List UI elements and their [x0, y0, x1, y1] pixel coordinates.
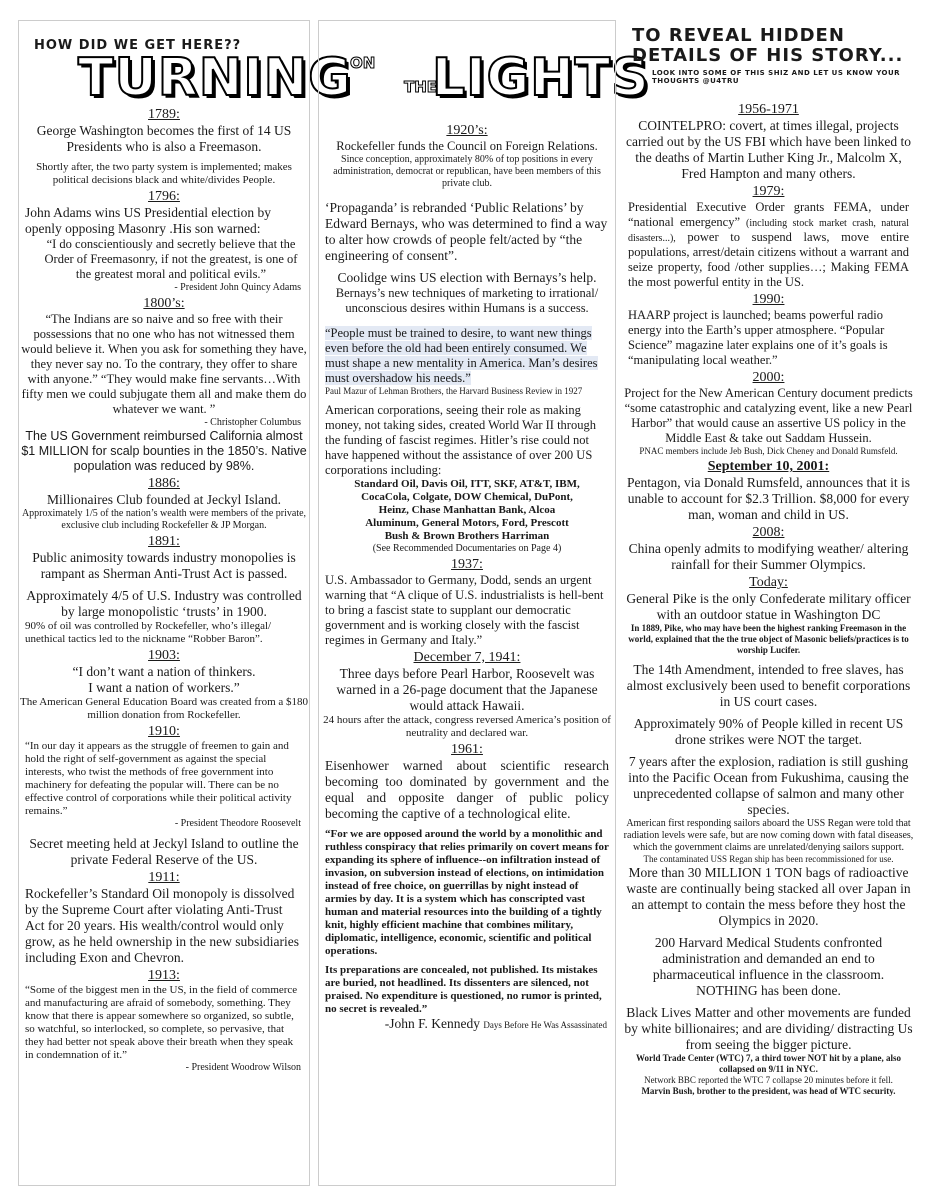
year-1913: 1913:	[148, 968, 180, 983]
year-1903: 1903:	[148, 648, 180, 663]
year-1886: 1886:	[148, 476, 180, 491]
text-today-8: World Trade Center (WTC) 7, a third tower NOT hit by a plane, also collapsed on 9/11 in NYC.	[636, 1053, 901, 1074]
text-1920b: Since conception, approximately 80% of top positions in every administration, democrat or republican, have been members of this private club.	[333, 154, 601, 189]
text-today-4: 7 years after the explosion, radiation is still gushing into the Pacific Ocean from Fukushima, causing the unprecedented collapse of salmon and many other species.	[628, 754, 909, 817]
text-1910b: Secret meeting held at Jeckyl Island to outline the private Federal Reserve of the US.	[29, 836, 299, 867]
corporations-list: Standard Oil, Davis Oil, ITT, SKF, AT&T, IBM, CocaCola, Colgate, DOW Chemical, DuPont, Heinz, Chase Manhattan Bank, Alcoa Aluminum, General Motors, Ford, Prescott Bush & Brown Brothers Harriman	[354, 478, 580, 542]
text-today-1: General Pike is the only Confederate military officer with an outdoor statue in Washington DC	[626, 591, 911, 622]
quote-1910: “In our day it appears as the struggle of freemen to gain and hold the right of self-government as against the special interests, who twist the methods of free government into machinery for defeating the popular will. There can be no effective control of corporations while their political activity remains.”	[25, 740, 292, 817]
cite-1920: Paul Mazur of Lehman Brothers, the Harvard Business Review in 1927	[325, 386, 583, 396]
text-1990: HAARP project is launched; beams powerful radio energy into the Earth’s upper atmosphere. “Popular Science” magazine later explains one of it’s goals is “manipulating local weather.”	[628, 308, 888, 367]
text-1979c: power to suspend laws, move entire populations, arrest/detain citizens without a warrant and seize property, food /other supplies…; Making FEMA the most powerful entity in the US.	[628, 230, 909, 289]
cite-jfk	[319, 1016, 615, 1032]
text-1903b: The American General Education Board was created from a $180 million donation from Rockefeller.	[19, 696, 309, 721]
text-1920d: Coolidge wins US election with Bernays’s help.	[337, 270, 597, 285]
text-1920f: American corporations, seeing their role as making money, not taking sides, created World War II through the funding of fascist regimes. Hitler’s rise could not have happened without the assistance of over 200 US corporations including:	[325, 403, 596, 477]
title-on: ON	[350, 54, 376, 72]
text-today-1b: In 1889, Pike, who may have been the highest ranking Freemason in the world, explained that the the true object of Masonic beliefs/practices is to worship Lucifer.	[628, 623, 909, 655]
text-1920a: Rockefeller funds the Council on Foreign Relations.	[336, 139, 598, 153]
title-lights: LIGHTS	[432, 48, 650, 108]
right-title-line2: DETAILS OF HIS STORY...	[632, 45, 904, 66]
year-1937: 1937:	[451, 557, 483, 572]
year-1990: 1990:	[752, 292, 785, 307]
quote-1920-text: “People must be trained to desire, to want new things even before the old had been entirely consumed. We must shape a new mentality in America. Man’s desires must overshadow his needs.”	[325, 326, 598, 385]
text-today-4c: The contaminated USS Regan ship has been recommissioned for use.	[643, 854, 894, 864]
text-today-8b: Network BBC reported the WTC 7 collapse 20 minutes before it fell.	[644, 1075, 893, 1085]
text-1789a: George Washington becomes the first of 14 US Presidents who is also a Freemason.	[36, 123, 292, 154]
text-today-7: Black Lives Matter and other movements are funded by white billionaires; and are dividing/ distracting Us from seeing the bigger picture.	[624, 1005, 913, 1052]
cite-1800: - Christopher Columbus	[204, 417, 301, 428]
text-1941a: Three days before Pearl Harbor, Roosevelt was warned in a 26-page document that the Japanese would attack Hawaii.	[336, 666, 598, 713]
text-1979b: (including stock market crash, natural disasters...),	[628, 218, 909, 244]
text-1937: U.S. Ambassador to Germany, Dodd, sends an urgent warning that “A clique of U.S. industrialists is hell-bent to bring a fascist state to supplant our democratic government and is working closely with the fascist regimes in Germany and Italy.”	[325, 573, 604, 647]
year-1961: 1961:	[451, 742, 483, 757]
column-1	[18, 20, 310, 1186]
year-1979: 1979:	[752, 184, 785, 199]
right-subtitle: LOOK INTO SOME OF THIS SHIZ AND LET US KNOW YOUR THOUGHTS @U4TRU	[652, 69, 901, 85]
cite-jfk-note: Days Before He Was Assassinated	[483, 1020, 607, 1030]
right-title-line1: TO REVEAL HIDDEN	[632, 25, 845, 46]
cite-1796: - President John Quincy Adams	[174, 282, 301, 293]
text-1979	[622, 200, 915, 290]
text-1911: Rockefeller’s Standard Oil monopoly is dissolved by the Supreme Court after violating Anti-Trust Act for 20 years. His wealth/control would only grow, as he held ownership in the new subsidiaries including Exon and Chevron.	[25, 886, 299, 965]
text-today-3: Approximately 90% of People killed in recent US drone strikes were NOT the target.	[633, 716, 904, 747]
year-1920: 1920’s:	[446, 123, 488, 138]
year-2008: 2008:	[752, 525, 785, 540]
header-question: HOW DID WE GET HERE??	[34, 38, 242, 53]
text-1886a: Millionaires Club founded at Jeckyl Island.	[47, 492, 281, 507]
text-today-5: More than 30 MILLION 1 TON bags of radioactive waste are continually being stacked all over Japan in an attempt to contain the mess before they host the Olympics in 2020.	[626, 865, 911, 928]
title-the: THE	[404, 78, 438, 96]
documentaries-note: (See Recommended Documentaries on Page 4)	[372, 543, 562, 554]
text-today-8c: Marvin Bush, brother to the president, was head of WTC security.	[641, 1086, 896, 1096]
text-2001: Pentagon, via Donald Rumsfeld, announces that it is unable to account for $2.3 Trillion. $8,000 for every man, woman and child in US.	[626, 475, 911, 522]
quote-jfk-1: “For we are opposed around the world by a monolithic and ruthless conspiracy that relies primarily on covert means for expanding its sphere of influence--on infiltration instead of invasion, on subversion instead of elections, on intimidation instead of free choice, on guerrillas by night instead of armies by day. It is a system which has conscripted vast human and material resources into the building of a tightly knit, highly efficient machine that combines military, diplomatic, intelligence, economic, scientific and political operations.	[325, 828, 609, 957]
text-1796a: John Adams wins US Presidential election by openly opposing Masonry .His son warned:	[25, 205, 271, 236]
cite-jfk-name: -John F. Kennedy	[384, 1016, 481, 1031]
text-today-4b: American first responding sailors aboard the USS Regan were told that radiation levels were safe, but are now coming down with fatal diseases, which the government claims are unrelated/denying sailors support.	[623, 818, 914, 853]
text-2000b: PNAC members include Jeb Bush, Dick Cheney and Donald Rumsfeld.	[639, 446, 898, 456]
text-1956: COINTELPRO: covert, at times illegal, projects carried out by the US FBI which have been linked to the deaths of Martin Luther King Jr., Malcolm X, Fred Hampton and many others.	[626, 118, 911, 181]
right-title	[632, 26, 903, 66]
year-1911: 1911:	[148, 870, 180, 885]
text-1886b: Approximately 1/5 of the nation’s wealth were members of the private, exclusive club including Rockefeller & JP Morgan.	[21, 508, 307, 531]
quote-jfk-2: Its preparations are concealed, not published. Its mistakes are buried, not headlined. Its dissenters are silenced, not praised. No expenditure is questioned, no rumor is printed, no secret is revealed.”	[325, 964, 602, 1015]
cite-1913: - President Woodrow Wilson	[185, 1062, 301, 1073]
quote-1913: “Some of the biggest men in the US, in the field of commerce and manufacturing are afraid of somebody, something. They know that there is appear somewhere so organized, so subtle, so watchful, so interlocked, so complete, so pervasive, that they had better not speak above their breath when they speak in condemnation of it.”	[25, 984, 298, 1061]
text-1920e: Bernays’s new techniques of marketing to irrational/ unconscious desires within Humans is a success.	[335, 286, 599, 315]
year-1796: 1796:	[148, 189, 180, 204]
text-1789b: Shortly after, the two party system is implemented; makes political decisions black and white/divides People.	[36, 161, 292, 186]
text-1891b: Approximately 4/5 of U.S. Industry was controlled by large monopolistic ‘trusts’ in 1900.	[26, 588, 302, 619]
text-2000a: Project for the New American Century document predicts “some catastrophic and catalyzing event, like a new Pearl Harbor” that would cause an assertive US policy in the Middle East & take out Saddam Hussein.	[624, 386, 913, 445]
quote-1903: “I don’t want a nation of thinkers. I want a nation of workers.”	[72, 664, 256, 695]
text-1891c: 90% of oil was controlled by Rockefeller, who’s illegal/ unethical tactics led to the nickname “Robber Baron”.	[25, 620, 272, 645]
year-1910: 1910:	[148, 724, 180, 739]
year-1800: 1800’s:	[143, 296, 185, 311]
year-1956: 1956-1971	[738, 102, 799, 117]
year-1789: 1789:	[148, 107, 180, 122]
quote-1800: “The Indians are so naive and so free with their possessions that no one who has not witnessed them would believe it. When you ask for something they have, they never say no. To the contrary, they offer to share with anyone.” “They would make fine servants…With fifty men we could subjugate them all and make them do whatever we want. ”	[21, 312, 307, 416]
column-3	[622, 100, 915, 1186]
title-turning: TURNING	[78, 48, 352, 108]
text-1961: Eisenhower warned about scientific research becoming too dominated by government and the equal and opposite danger of public policy becoming the captive of a technological elite.	[325, 758, 609, 821]
year-today: Today:	[749, 575, 788, 590]
text-2008: China openly admits to modifying weather/ altering rainfall for their Summer Olympics.	[628, 541, 909, 572]
text-1979a: Presidential Executive Order grants FEMA, under “national emergency”	[628, 200, 909, 229]
year-2000: 2000:	[752, 370, 785, 385]
cite-1910: - President Theodore Roosevelt	[174, 818, 301, 829]
quote-1796: “I do conscientiously and secretly believe that the Order of Freemasonry, if not the greatest, is one of the greatest moral and political evils.”	[44, 237, 298, 281]
year-2001: September 10, 2001:	[707, 459, 830, 474]
text-1920c: ‘Propaganda’ is rebranded ‘Public Relations’ by Edward Bernays, who was determined to find a way to alter how crowds of people felt/acted by “the engineering of consent”.	[325, 200, 608, 263]
column-2	[318, 20, 616, 1186]
text-today-6: 200 Harvard Medical Students confronted administration and demanded an end to pharmaceutical influence in the classroom. NOTHING has been done.	[652, 935, 885, 998]
text-1891a: Public animosity towards industry monopolies is rampant as Sherman Anti-Trust Act is passed.	[32, 550, 296, 581]
text-today-2: The 14th Amendment, intended to free slaves, has almost exclusively been used to benefit corporations in US court cases.	[626, 662, 911, 709]
quote-1920	[319, 326, 615, 386]
year-1891: 1891:	[148, 534, 180, 549]
text-1941b: 24 hours after the attack, congress reversed America’s position of neutrality and declared war.	[323, 714, 611, 739]
text-1800b: The US Government reimbursed California almost $1 MILLION for scalp bounties in the 1850’s. Native population was reduced by 98%.	[21, 429, 307, 473]
year-1941: December 7, 1941:	[413, 650, 521, 665]
